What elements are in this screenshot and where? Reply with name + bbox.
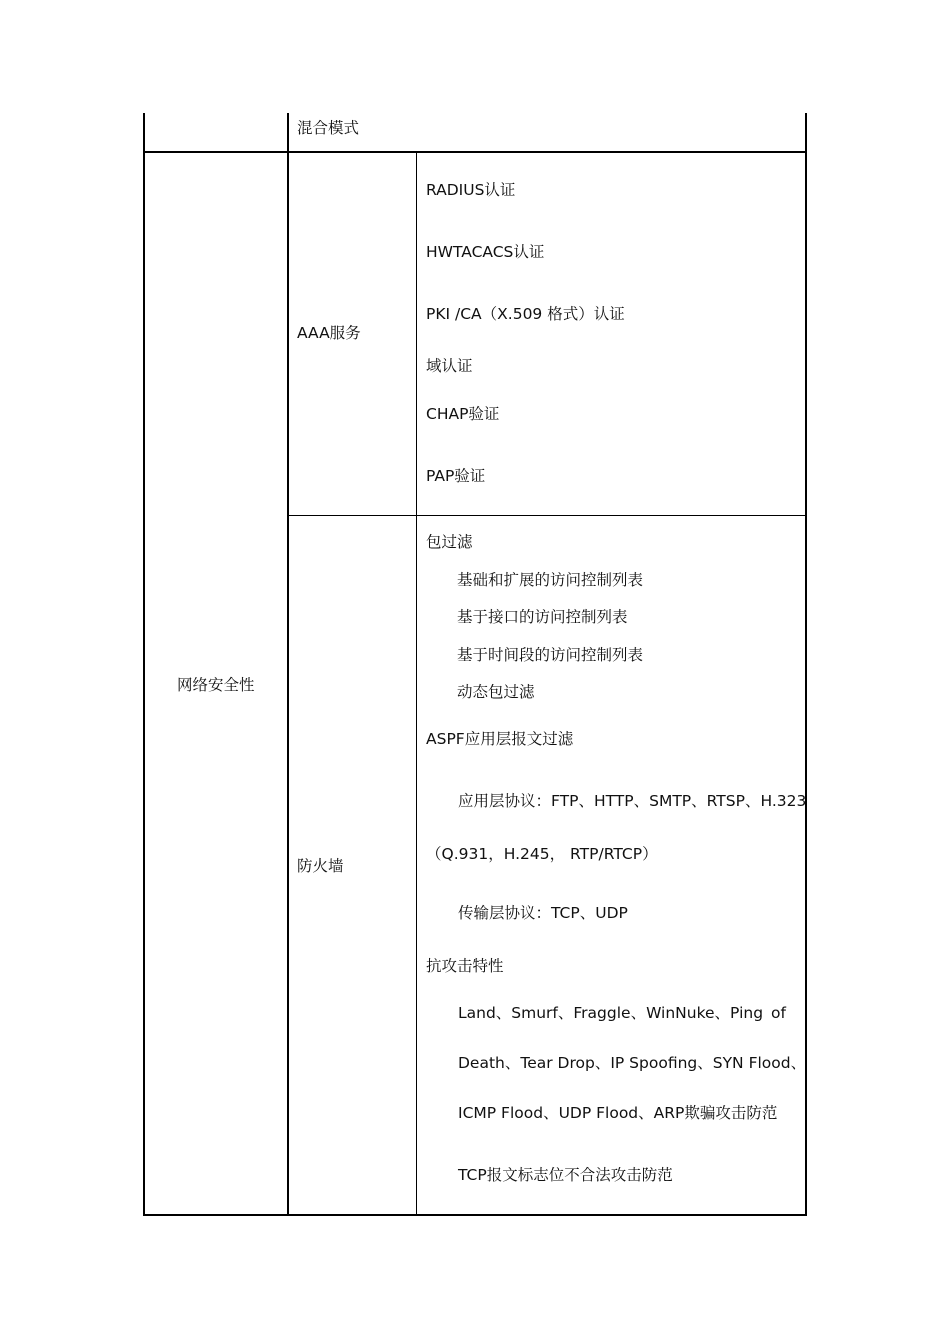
- aspf-title: ASPF应用层报文过滤: [426, 730, 574, 748]
- category-label: 网络安全性: [177, 676, 255, 694]
- aaa-label: AAA服务: [297, 324, 361, 342]
- packet-filter-title: 包过滤: [426, 533, 473, 551]
- table-border-left: [143, 113, 145, 1216]
- table-divider-col1: [287, 113, 289, 1216]
- aaa-item-pap: PAP验证: [426, 467, 486, 485]
- aspf-transport-layer: 传输层协议：TCP、UDP: [458, 904, 628, 922]
- anti-attack-line3: ICMP Flood、UDP Flood、ARP欺骗攻击防范: [458, 1104, 778, 1122]
- firewall-label: 防火墙: [297, 857, 344, 875]
- anti-attack-line2: Death、Tear Drop、IP Spoofing、SYN Flood、: [458, 1054, 807, 1072]
- aaa-item-hwtacacs: HWTACACS认证: [426, 243, 545, 261]
- table-row-divider-mid: [287, 515, 807, 516]
- aspf-app-layer-line1: 应用层协议：FTP、HTTP、SMTP、RTSP、H.323: [458, 792, 807, 810]
- table-row-divider-top: [143, 151, 807, 153]
- mode-label: 混合模式: [297, 119, 360, 137]
- table-border-right: [805, 113, 807, 1216]
- table-border-bottom: [143, 1214, 807, 1216]
- packet-filter-item-time-acl: 基于时间段的访问控制列表: [457, 646, 644, 664]
- aspf-app-layer-line2: （Q.931，H.245， RTP/RTCP）: [426, 845, 658, 863]
- anti-attack-line4: TCP报文标志位不合法攻击防范: [458, 1166, 673, 1184]
- packet-filter-item-interface-acl: 基于接口的访问控制列表: [457, 608, 628, 626]
- aaa-item-radius: RADIUS认证: [426, 181, 516, 199]
- aaa-item-pki: PKI /CA（X.509 格式）认证: [426, 305, 625, 323]
- anti-attack-title: 抗攻击特性: [426, 957, 504, 975]
- packet-filter-item-dynamic: 动态包过滤: [457, 683, 535, 701]
- aaa-item-chap: CHAP验证: [426, 405, 500, 423]
- table-divider-col2: [416, 152, 417, 1216]
- aaa-item-domain: 域认证: [426, 357, 473, 375]
- anti-attack-line1: Land、Smurf、Fraggle、WinNuke、Ping of: [458, 1004, 786, 1022]
- packet-filter-item-basic-acl: 基础和扩展的访问控制列表: [457, 571, 644, 589]
